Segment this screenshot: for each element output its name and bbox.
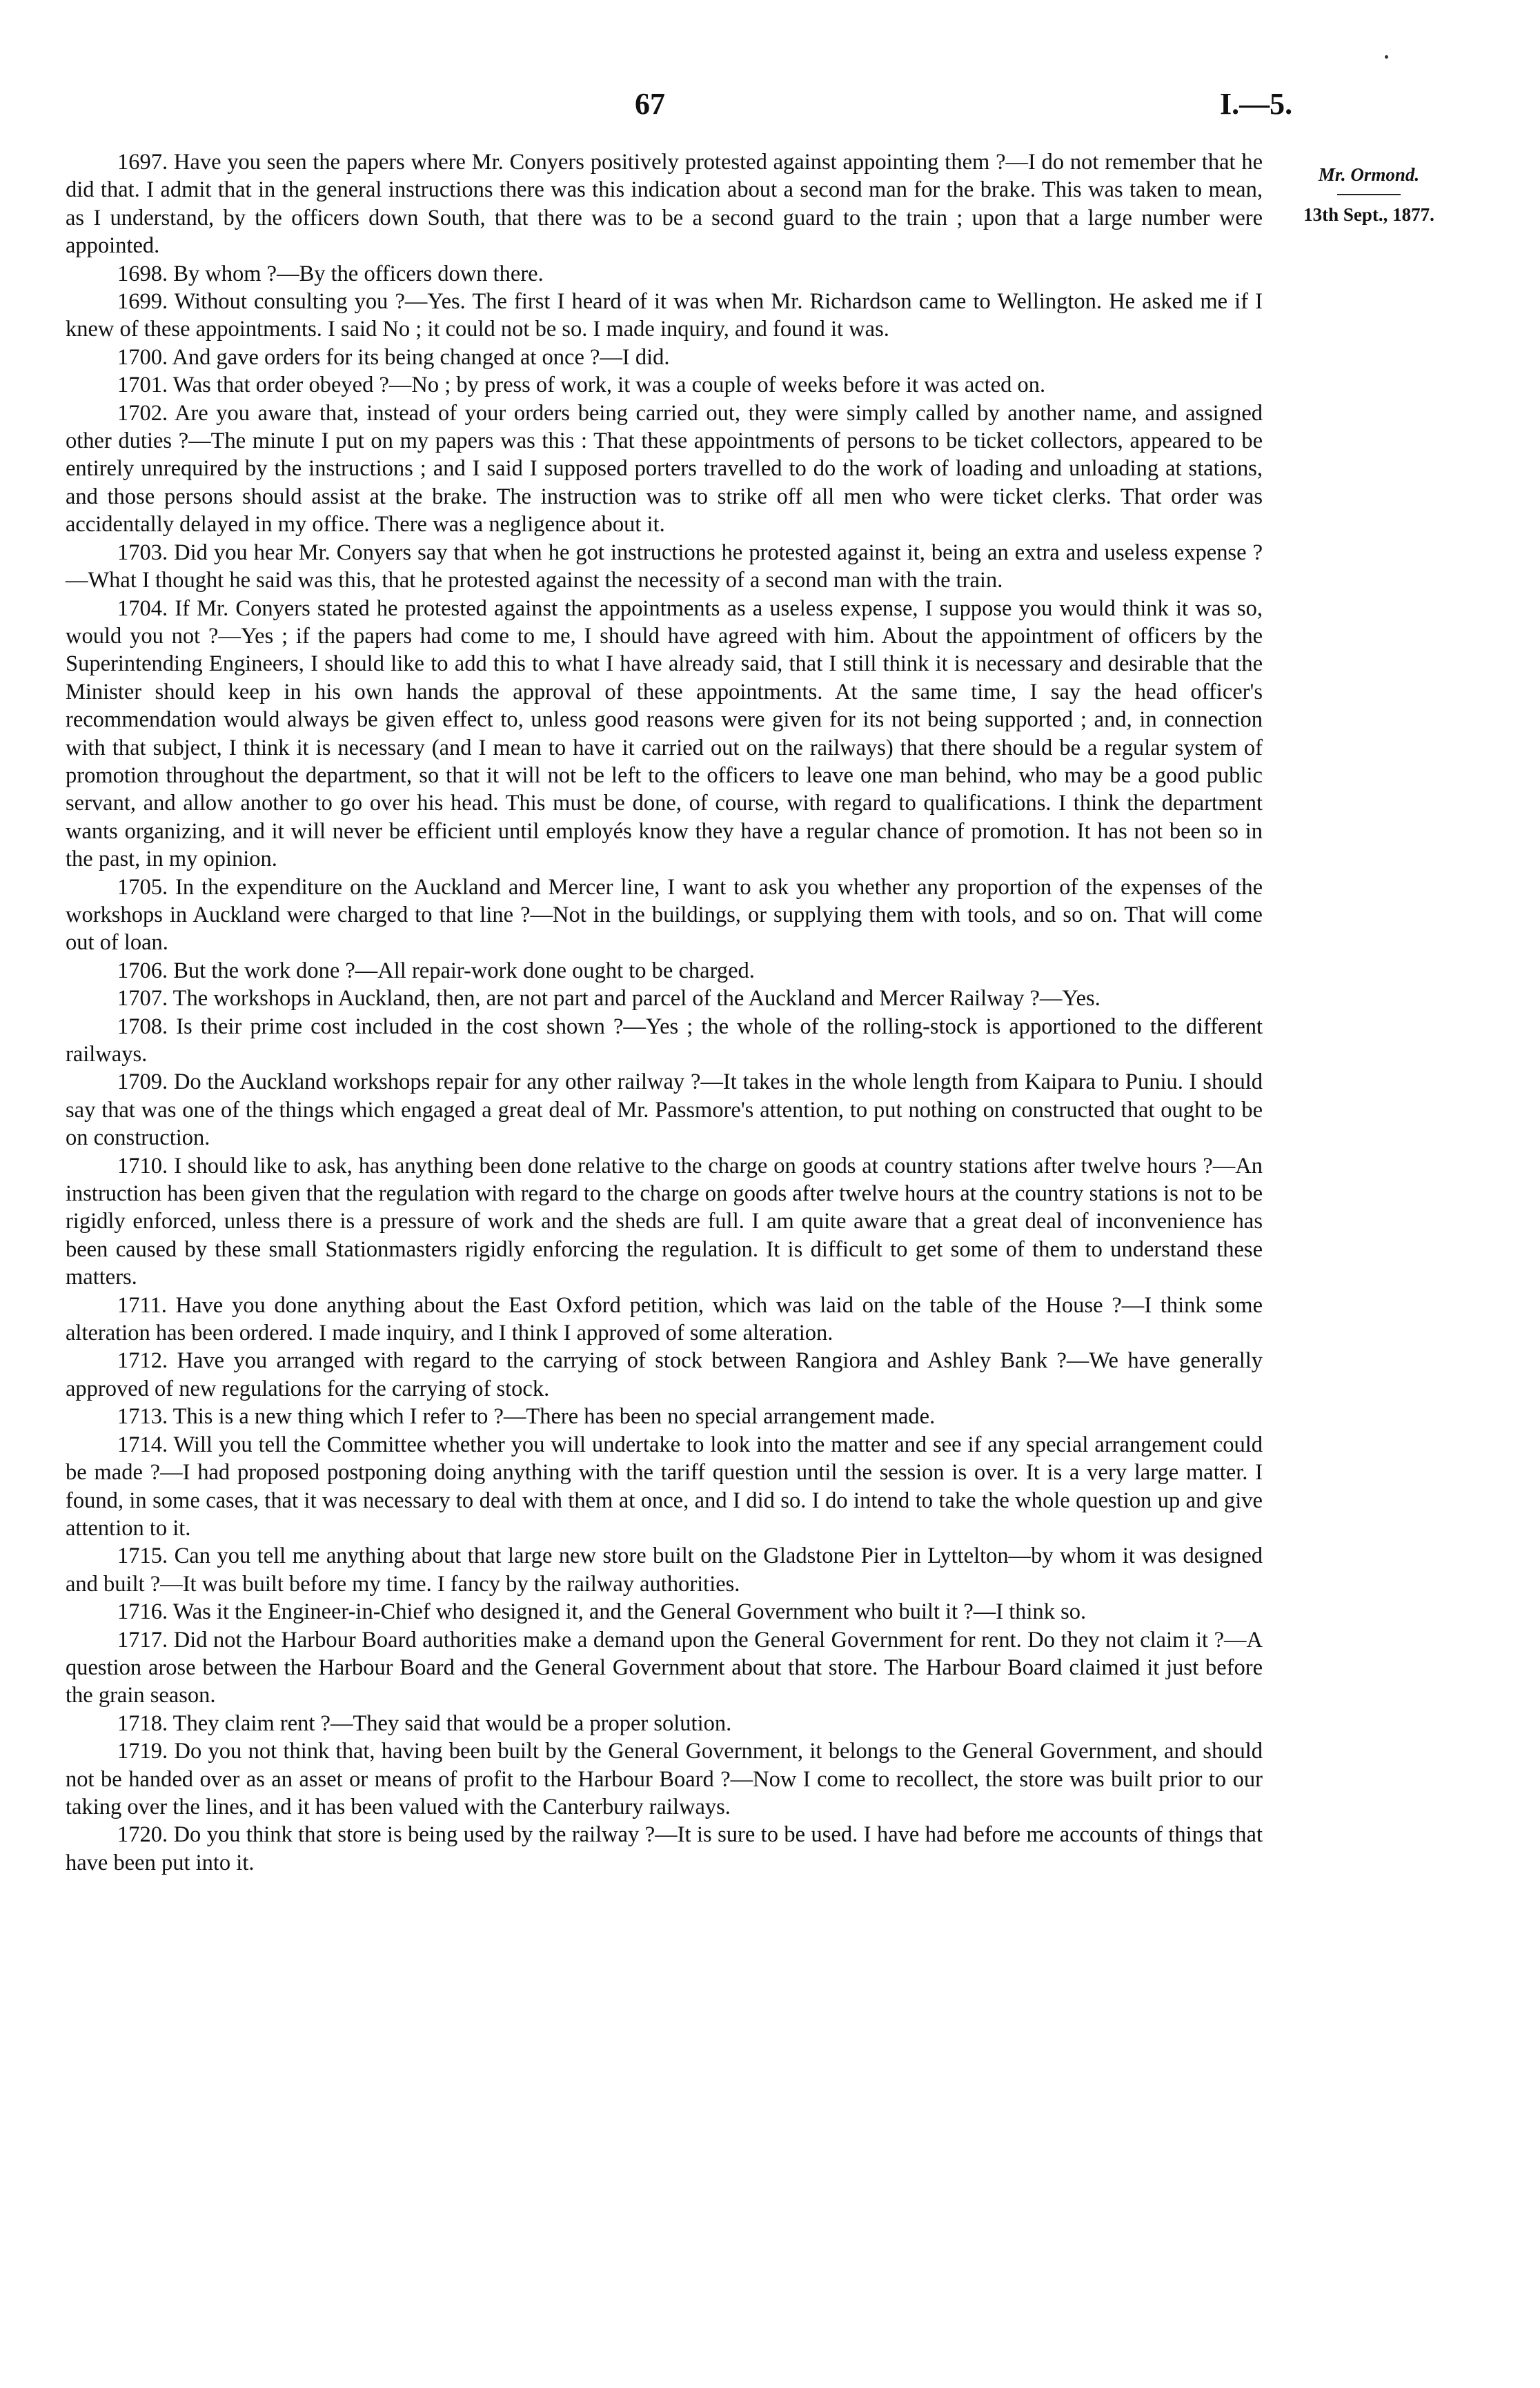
testimony-text bbox=[66, 148, 1263, 1877]
question-paragraph: 1713. This is a new thing which I refer to ?—There has been no special arrangement made. bbox=[117, 1404, 936, 1430]
parliamentary-paper-reference: I.—5. bbox=[1220, 87, 1293, 121]
margin-divider bbox=[1337, 194, 1401, 195]
question-paragraph: 1698. By whom ?—By the officers down there. bbox=[117, 261, 544, 286]
question-paragraph: 1708. Is their prime cost included in the cost shown ?—Yes ; the whole of the rolling-stock is apportioned to the different railways. bbox=[66, 1014, 1263, 1067]
question-paragraph: 1711. Have you done anything about the East Oxford petition, which was laid on the table of the House ?—I think some alteration has been ordered. I made inquiry, and I think I approved of some alteration. bbox=[66, 1292, 1263, 1346]
question-paragraph: 1705. In the expenditure on the Auckland and Mercer line, I want to ask you whether any proportion of the expenses of the workshops in Auckland were charged to that line ?—Not in the buildings, or supplying them with tools, and so on. That will come out of loan. bbox=[66, 874, 1263, 956]
question-paragraph: 1710. I should like to ask, has anything been done relative to the charge on goods at country stations after twelve hours ?—An instruction has been given that the regulation with regard to the charge on goods after twelve hours at the country stations is not to be rigidly enforced, unless there is a pressure of work and the sheds are full. I am quite aware that a great deal of inconvenience has been caused by these small Stationmasters rigidly enforcing the regulation. It is difficult to get some of them to understand these matters. bbox=[66, 1153, 1263, 1290]
question-paragraph: 1709. Do the Auckland workshops repair for any other railway ?—It takes in the whole length from Kaipara to Puniu. I should say that was one of the things which engaged a great deal of Mr. Passmore's attention, to put nothing on constructed that ought to be on construction. bbox=[66, 1069, 1263, 1151]
question-paragraph: 1699. Without consulting you ?—Yes. The first I heard of it was when Mr. Richardson came to Wellington. He asked me if I knew of these appointments. I said No ; it could not be so. I made inquiry, and found it was. bbox=[66, 289, 1263, 342]
question-paragraph: 1706. But the work done ?—All repair-work done ought to be charged. bbox=[117, 958, 755, 983]
margin-note bbox=[1289, 161, 1449, 228]
hearing-date: 13th Sept., 1877. bbox=[1303, 204, 1434, 225]
question-paragraph: 1701. Was that order obeyed ?—No ; by press of work, it was a couple of weeks before it was acted on. bbox=[117, 373, 1046, 398]
question-paragraph: 1719. Do you not think that, having been built by the General Government, it belongs to the General Government, and should not be handed over as an asset or means of profit to the Harbour Board ?—Now I come to recollect, the store was built prior to our taking over the lines, and it has been valued with the Canterbury railways. bbox=[66, 1739, 1263, 1819]
question-paragraph: 1720. Do you think that store is being used by the railway ?—It is sure to be used. I have had before me accounts of things that have been put into it. bbox=[66, 1822, 1263, 1875]
question-paragraph: 1700. And gave orders for its being changed at once ?—I did. bbox=[117, 344, 670, 370]
question-paragraph: 1715. Can you tell me anything about that large new store built on the Gladstone Pier in Lyttelton—by whom it was designed and built ?—It was built before my time. I fancy by the railway authorities. bbox=[66, 1543, 1263, 1597]
stray-dot-mark bbox=[1385, 55, 1388, 59]
witness-name: Mr. Ormond. bbox=[1318, 164, 1420, 185]
question-paragraph: 1714. Will you tell the Committee whether you will undertake to look into the matter and see if any special arrangement could be made ?—I had proposed postponing doing anything with the tariff question until the session is over. It is a very large matter. I found, in some cases, that it was necessary to deal with them at once, and I did so. I do intend to take the whole question up and give attention to it. bbox=[66, 1432, 1263, 1541]
question-paragraph: 1707. The workshops in Auckland, then, are not part and parcel of the Auckland and Mercer Railway ?—Yes. bbox=[117, 986, 1100, 1012]
question-paragraph: 1697. Have you seen the papers where Mr. Conyers positively protested against appointing them ?—I do not remember that he did that. I admit that in the general instructions there was this indication about a second man for the brake. This was taken to mean, as I understand, by the officers down South, that there was to be a second guard to the train ; upon that a large number were appointed. bbox=[66, 150, 1263, 259]
question-paragraph: 1703. Did you hear Mr. Conyers say that when he got instructions he protested against it, being an extra and useless expense ?—What I thought he said was this, that he protested against the necessity of a second man with the train. bbox=[66, 540, 1263, 593]
page-number: 67 bbox=[635, 87, 665, 121]
question-paragraph: 1702. Are you aware that, instead of your orders being carried out, they were simply called by another name, and assigned other duties ?—The minute I put on my papers was this : That these appointments of persons to be ticket collectors, appeared to be entirely unrequired by the instructions ; and I said I supposed porters travelled to do the work of loading and unloading at stations, and those persons should assist at the brake. The instruction was to strike off all men who were ticket clerks. That order was accidentally delayed in my office. There was a negligence about it. bbox=[66, 400, 1263, 537]
question-paragraph: 1712. Have you arranged with regard to the carrying of stock between Rangiora and Ashley Bank ?—We have generally approved of new regulations for the carrying of stock. bbox=[66, 1348, 1263, 1401]
question-paragraph: 1704. If Mr. Conyers stated he protested against the appointments as a useless expense, I suppose you would think it was so, would you not ?—Yes ; if the papers had come to me, I should have agreed with him. About the appointment of officers by the Superintending Engineers, I should like to add this to what I have already said, that I still think it is necessary and desirable that the Minister should keep in his own hands the approval of these appointments. At the same time, I say the head officer's recommendation would always be given effect to, unless good reasons were given for its not being supported ; and, in connection with that subject, I think it is necessary (and I mean to have it carried out on the railways) that there should be a regular system of promotion throughout the department, so that it will not be left to the officers to leave one man behind, who may be a good public servant, and allow another to go over his head. This must be done, of course, with regard to qualifications. I think the department wants organizing, and it will never be efficient until employés know they have a regular chance of promotion. It has not been so in the past, in my opinion. bbox=[66, 595, 1263, 872]
question-paragraph: 1717. Did not the Harbour Board authorities make a demand upon the General Government for rent. Do they not claim it ?—A question arose between the Harbour Board and the General Government about that store. The Harbour Board claimed it just before the grain season. bbox=[66, 1627, 1263, 1708]
question-paragraph: 1716. Was it the Engineer-in-Chief who designed it, and the General Government who built it ?—I think so. bbox=[117, 1599, 1087, 1625]
question-paragraph: 1718. They claim rent ?—They said that would be a proper solution. bbox=[117, 1710, 732, 1736]
